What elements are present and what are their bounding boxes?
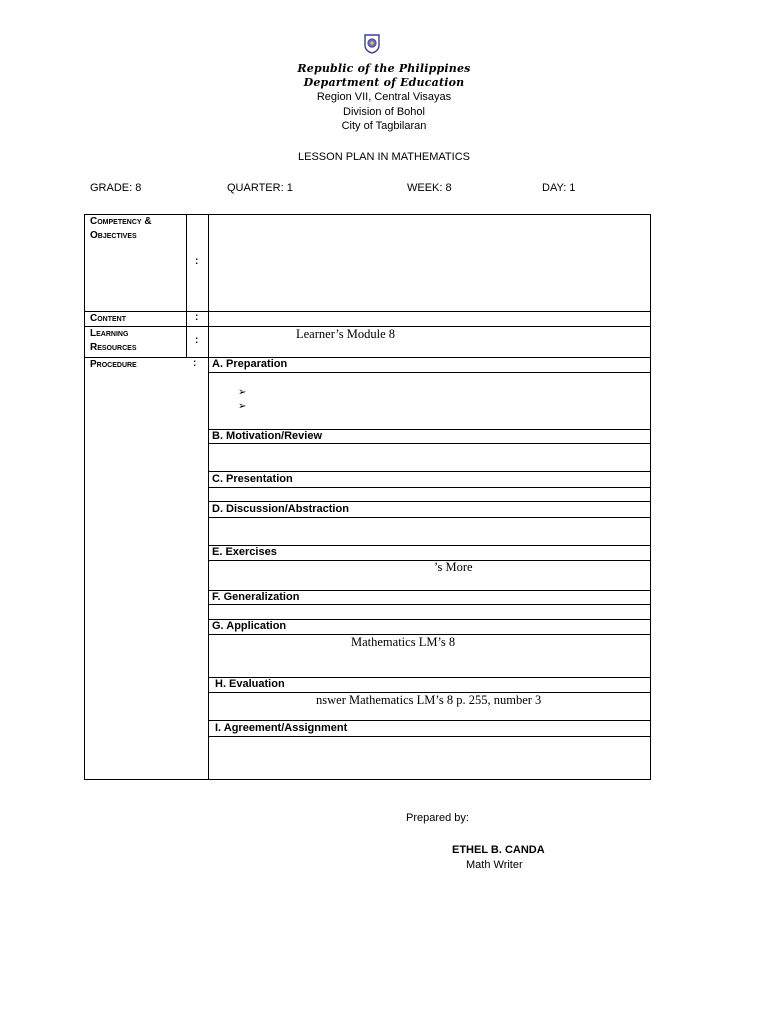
grade-field: GRADE: 8	[90, 182, 142, 194]
section-discussion: D. Discussion/Abstraction	[212, 503, 349, 515]
table-row-line	[208, 560, 650, 561]
table-divider	[208, 214, 209, 779]
week-field: WEEK: 8	[407, 182, 452, 194]
section-motivation: B. Motivation/Review	[212, 430, 323, 442]
colon: :	[195, 335, 199, 346]
table-row-line	[208, 501, 650, 502]
header-department: Department of Education	[303, 76, 465, 89]
objectives-label: Objectives	[90, 230, 137, 241]
section-preparation: A. Preparation	[212, 358, 288, 370]
colon: :	[195, 256, 199, 267]
table-row-line	[208, 517, 650, 518]
evaluation-text: nswer Mathematics LM’s 8 p. 255, number 3	[316, 693, 542, 707]
author-name: ETHEL B. CANDA	[452, 844, 545, 856]
bullet-arrow-icon: ➢	[238, 387, 247, 398]
author-role: Math Writer	[466, 859, 523, 871]
header-division: Division of Bohol	[343, 106, 425, 118]
section-exercises: E. Exercises	[212, 546, 277, 558]
bullet-arrow-icon: ➢	[238, 401, 247, 412]
table-row-line	[208, 471, 650, 472]
table-row-line	[208, 604, 650, 605]
table-row-line	[84, 311, 650, 312]
table-row-line	[208, 443, 650, 444]
table-row-line	[208, 720, 650, 721]
table-row-line	[208, 487, 650, 488]
section-generalization: F. Generalization	[212, 591, 300, 603]
application-text: Mathematics LM’s 8	[351, 635, 456, 649]
content-label: Content	[90, 313, 126, 324]
learning-label: Learning	[90, 328, 129, 339]
quarter-field: QUARTER: 1	[227, 182, 293, 194]
section-application: G. Application	[212, 620, 287, 632]
header-republic: Republic of the Philippines	[297, 62, 471, 75]
deped-seal-icon	[364, 34, 380, 54]
section-evaluation: H. Evaluation	[215, 678, 285, 690]
resources-value: Learner’s Module 8	[296, 327, 396, 341]
resources-label: Resources	[90, 342, 137, 353]
prepared-by-label: Prepared by:	[406, 812, 469, 824]
table-divider	[186, 214, 187, 357]
day-field: DAY: 1	[542, 182, 576, 194]
table-row-line	[208, 372, 650, 373]
colon: :	[195, 312, 199, 323]
document-title: LESSON PLAN IN MATHEMATICS	[298, 151, 470, 163]
competency-label: Competency &	[90, 216, 152, 227]
header-region: Region VII, Central Visayas	[316, 91, 452, 103]
table-row-line	[84, 357, 650, 358]
section-presentation: C. Presentation	[212, 473, 293, 485]
procedure-label: Procedure	[90, 359, 137, 370]
section-agreement: I. Agreement/Assignment	[215, 722, 348, 734]
table-row-line	[208, 736, 650, 737]
exercises-text: ’s More	[434, 560, 473, 574]
colon: :	[193, 358, 197, 369]
header-city: City of Tagbilaran	[341, 120, 427, 132]
